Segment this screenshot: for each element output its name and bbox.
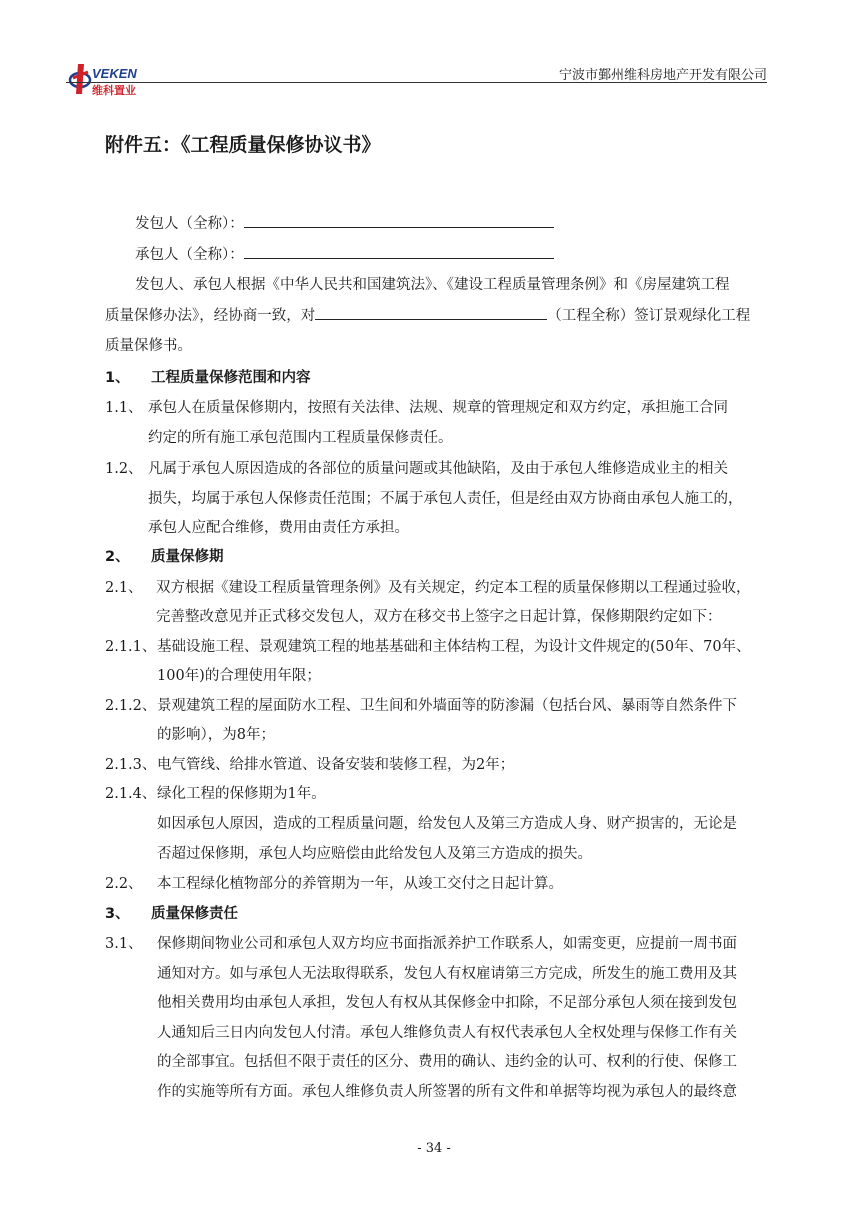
clause-2-2-line-1: 本工程绿化植物部分的养管期为一年，从竣工交付之日起计算。 <box>157 876 563 892</box>
veken-logo-icon <box>66 56 146 104</box>
clause-3-1-line-5: 的全部事宜。包括但不限于责任的区分、费用的确认、违约金的认可、权利的行使、保修工 <box>157 1054 737 1070</box>
clause-2-1-1-number: 2.1.1、 <box>105 639 157 655</box>
section-3-heading: 质量保修责任 <box>151 906 238 922</box>
clause-1-2-line-1: 凡属于承包人原因造成的各部位的质量问题或其他缺陷，及由于承包人维修造成业主的相关 <box>148 461 728 477</box>
clause-2-1-number: 2.1、 <box>105 580 143 596</box>
clause-1-1-line-2: 约定的所有施工承包范围内工程质量保修责任。 <box>148 430 453 446</box>
section-2-number: 2、 <box>105 549 130 565</box>
employer-blank <box>244 213 554 228</box>
clause-2-1-3-line-1: 电气管线、给排水管道、设备安装和装修工程，为2年； <box>157 757 515 773</box>
clause-1-2-line-3: 承包人应配合维修，费用由责任方承担。 <box>148 520 409 536</box>
header-company-name: 宁波市鄞州维科房地产开发有限公司 <box>558 68 767 83</box>
section-1-heading: 工程质量保修范围和内容 <box>151 370 311 386</box>
logo-text-cn: 维科置业 <box>92 84 136 97</box>
clause-3-1-line-4: 人通知后三日内向发包人付清。承包人维修负责人有权代表承包人全权处理与保修工作有关 <box>157 1025 737 1041</box>
intro-line-2 <box>105 304 750 325</box>
clause-2-1-4-line-1: 绿化工程的保修期为1年。 <box>157 786 326 802</box>
clause-3-1-line-3: 他相关费用均由承包人承担，发包人有权从其保修金中扣除，不足部分承包人须在接到发包 <box>157 995 737 1011</box>
clause-3-1-line-6: 作的实施等所有方面。承包人维修负责人所签署的所有文件和单据等均视为承包人的最终意 <box>157 1084 737 1100</box>
document-title: 附件五：《工程质量保修协议书》 <box>105 134 381 156</box>
intro-line-1: 发包人、承包人根据《中华人民共和国建筑法》、《建设工程质量管理条例》和《房屋建筑工程 <box>135 277 730 293</box>
clause-2-1-line-2: 完善整改意见并正式移交发包人，双方在移交书上签字之日起计算，保修期限约定如下： <box>156 609 722 625</box>
clause-2-1-1-line-1: 基础设施工程、景观建筑工程的地基基础和主体结构工程，为设计文件规定的(50年、70年、 <box>157 639 751 655</box>
clause-2-1-2-line-2: 的影响），为8年； <box>157 727 275 743</box>
clause-1-2-number: 1.2、 <box>105 461 143 477</box>
clause-2-2-number: 2.2、 <box>105 876 143 892</box>
section-2-heading: 质量保修期 <box>151 549 224 565</box>
project-name-blank <box>315 305 547 320</box>
clause-1-1-number: 1.1、 <box>105 400 143 416</box>
section-1-number: 1、 <box>105 370 130 386</box>
clause-3-1-line-2: 通知对方。如与承包人无法取得联系，发包人有权雇请第三方完成，所发生的施工费用及其 <box>157 966 737 982</box>
intro-line-3: 质量保修书。 <box>105 338 192 354</box>
clause-2-1-2-number: 2.1.2、 <box>105 698 157 714</box>
clause-3-1-number: 3.1、 <box>105 936 143 952</box>
clause-1-1-line-1: 承包人在质量保修期内，按照有关法律、法规、规章的管理规定和双方约定，承担施工合同 <box>148 400 728 416</box>
section-3-number: 3、 <box>105 906 130 922</box>
clause-3-1-line-1: 保修期间物业公司和承包人双方均应书面指派养护工作联系人，如需变更，应提前一周书面 <box>157 936 737 952</box>
clause-2-1-4-number: 2.1.4、 <box>105 786 157 802</box>
contractor-blank <box>244 244 554 259</box>
clause-2-1-3-number: 2.1.3、 <box>105 757 157 773</box>
page-number: - 34 - <box>417 1141 451 1156</box>
intro-line-2-a: 质量保修办法》，经协商一致，对 <box>105 308 316 324</box>
employer-field <box>135 212 554 233</box>
intro-line-2-b: （工程全称）签订景观绿化工程 <box>547 308 751 324</box>
clause-2-1-2-line-1: 景观建筑工程的屋面防水工程、卫生间和外墙面等的防渗漏（包括台风、暴雨等自然条件下 <box>157 698 737 714</box>
clause-2-1-1-line-2: 100年)的合理使用年限； <box>157 668 321 684</box>
company-logo <box>66 56 146 104</box>
clause-2-1-line-1: 双方根据《建设工程质量管理条例》及有关规定，约定本工程的质量保修期以工程通过验收， <box>156 580 751 596</box>
liability-note-line-1: 如因承包人原因，造成的工程质量问题，给发包人及第三方造成人身、财产损害的，无论是 <box>157 816 737 832</box>
liability-note-line-2: 否超过保修期，承包人均应赔偿由此给发包人及第三方造成的损失。 <box>157 846 592 862</box>
logo-text-en: VEKEN <box>92 66 137 81</box>
contractor-field <box>135 243 554 264</box>
header-divider <box>66 82 767 83</box>
employer-label: 发包人（全称）： <box>135 216 244 232</box>
contractor-label: 承包人（全称）： <box>135 247 244 263</box>
clause-1-2-line-2: 损失，均属于承包人保修责任范围；不属于承包人责任，但是经由双方协商由承包人施工的， <box>148 491 743 507</box>
